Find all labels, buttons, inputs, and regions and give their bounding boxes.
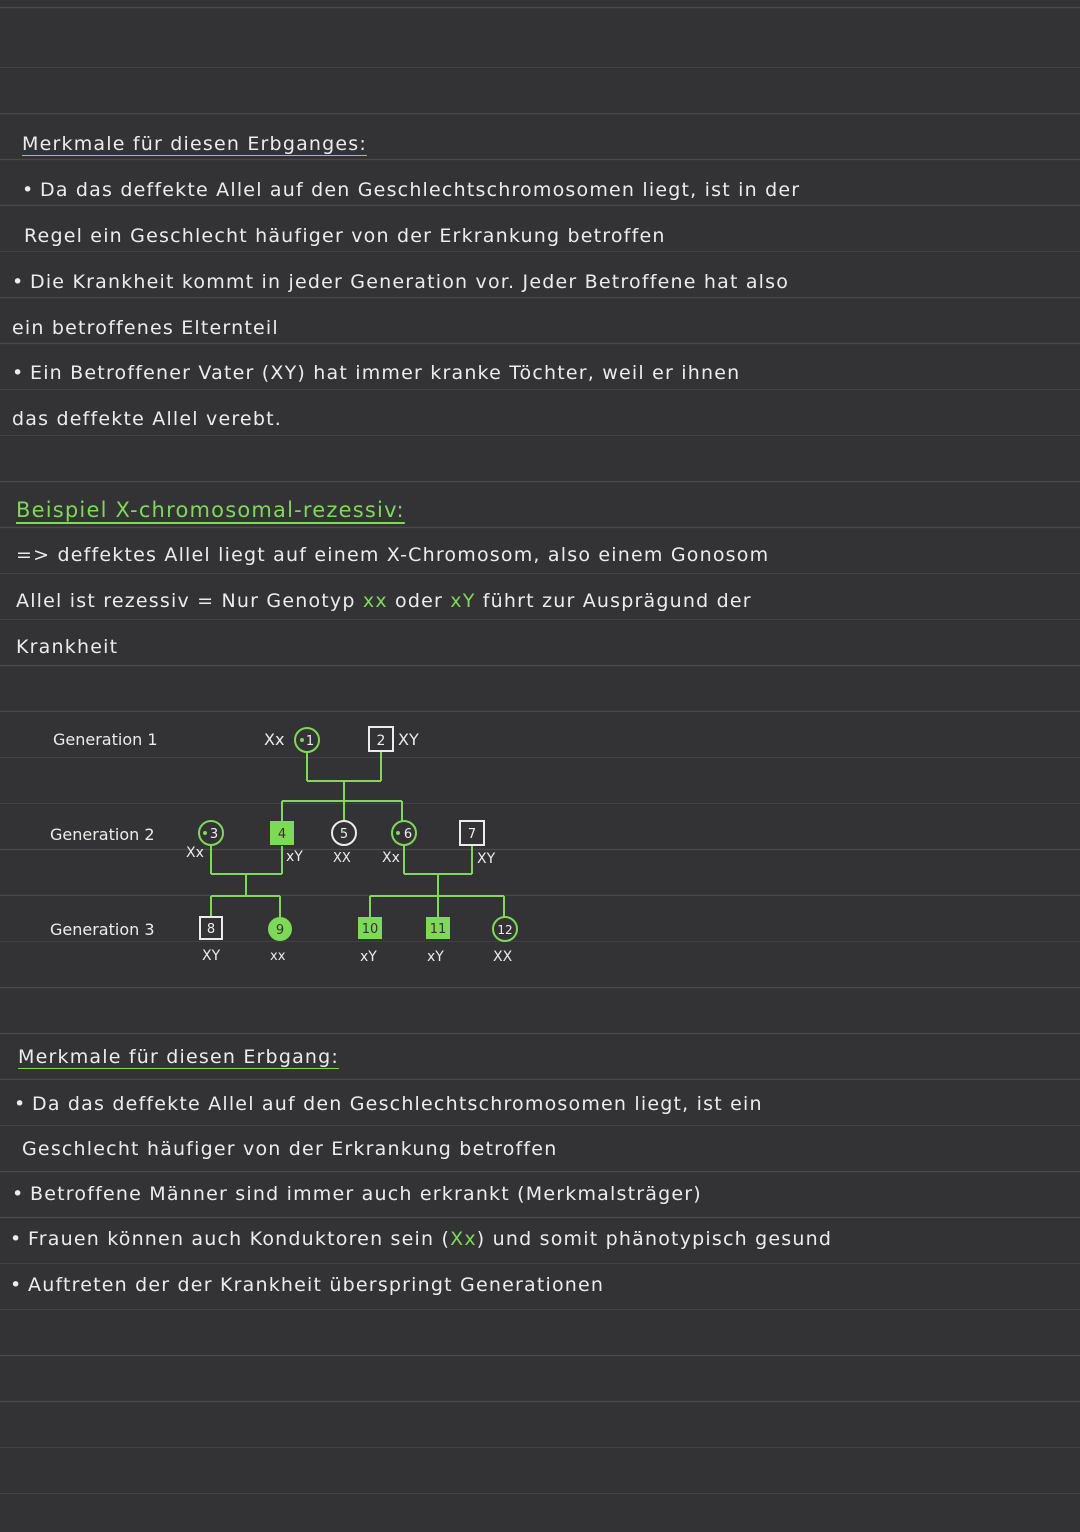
- bullet-dot-icon: •: [14, 1093, 27, 1115]
- generation-3-label: Generation 3: [50, 920, 155, 939]
- person-1-number: 1: [305, 734, 315, 749]
- person-5-number: 5: [339, 827, 349, 842]
- bullet-dot-icon: •: [12, 271, 25, 293]
- person-6-number: 6: [403, 827, 413, 842]
- pedigree-diagram: [0, 715, 1080, 995]
- section1-heading: Merkmale für diesen Erbganges:: [22, 133, 368, 155]
- carrier-dot-icon: [396, 831, 400, 835]
- person-3-number: 3: [209, 827, 219, 842]
- bullet-dot-icon: •: [12, 1183, 25, 1205]
- carrier-dot-icon: [300, 738, 304, 742]
- section3-bullet3: [10, 1228, 832, 1250]
- person-2-number: 2: [376, 733, 386, 749]
- person-9-number: 9: [275, 923, 285, 938]
- genotype-xy: xY: [450, 590, 476, 612]
- section3-heading: Merkmale für diesen Erbgang:: [18, 1046, 340, 1068]
- person-5-genotype: XX: [333, 851, 351, 866]
- section3-bullet3-text-a: Frauen können auch Konduktoren sein (: [28, 1228, 451, 1250]
- person-1-genotype: Xx: [264, 730, 285, 749]
- section1-bullet2-line2: ein betroffenes Elternteil: [12, 317, 279, 339]
- person-6-genotype: Xx: [382, 850, 400, 866]
- person-4-genotype: xY: [286, 849, 303, 865]
- section1-bullet2-line1: [12, 271, 789, 293]
- section3-bullet1-line2: Geschlecht häufiger von der Erkrankung betroffen: [22, 1138, 558, 1160]
- bullet-dot-icon: •: [22, 179, 35, 201]
- person-12-genotype: XX: [493, 949, 513, 965]
- section2-line2-text-b: oder: [395, 590, 444, 612]
- carrier-dot-icon: [203, 831, 207, 835]
- person-10-number: 10: [361, 922, 379, 937]
- section1-bullet3-line1: [12, 362, 740, 384]
- section1-bullet3-line2: das deffekte Allel verebt.: [12, 408, 282, 430]
- person-2-genotype: XY: [398, 730, 419, 749]
- bullet-dot-icon: •: [10, 1274, 23, 1296]
- section2-line1: => deffektes Allel liegt auf einem X-Chromosom, also einem Gonosom: [16, 544, 770, 566]
- section1-bullet1-line1: [22, 179, 800, 201]
- section3-bullet4-text: Auftreten der der Krankheit überspringt Generationen: [28, 1274, 605, 1296]
- person-8-genotype: XY: [202, 948, 221, 964]
- section3-bullet4: [10, 1274, 604, 1296]
- person-11-number: 11: [429, 922, 447, 937]
- person-7-genotype: XY: [477, 851, 496, 867]
- person-9-genotype: xx: [270, 949, 286, 964]
- person-7-number: 7: [467, 827, 477, 842]
- generation-1-label: Generation 1: [53, 730, 158, 749]
- person-8-number: 8: [206, 922, 216, 937]
- genotype-xx: xx: [362, 590, 388, 612]
- bullet-dot-icon: •: [10, 1228, 23, 1250]
- section2-line3: Krankheit: [16, 636, 119, 658]
- section3-bullet1-text-a: Da das deffekte Allel auf den Geschlechtschromosomen liegt, ist ein: [32, 1093, 763, 1115]
- section2-line2-text-a: Allel ist rezessiv = Nur Genotyp: [16, 590, 356, 612]
- genotype-carrier-xx: Xx: [450, 1228, 477, 1250]
- section1-bullet3-text-a: Ein Betroffener Vater (XY) hat immer kranke Töchter, weil er ihnen: [30, 362, 741, 384]
- bullet-dot-icon: •: [12, 362, 25, 384]
- generation-2-label: Generation 2: [50, 825, 155, 844]
- section1-bullet1-text-a: Da das deffekte Allel auf den Geschlechtschromosomen liegt, ist in der: [40, 179, 801, 201]
- person-12-number: 12: [497, 923, 513, 937]
- section1-bullet1-line2: Regel ein Geschlecht häufiger von der Erkrankung betroffen: [24, 225, 666, 247]
- person-3-genotype: Xx: [186, 845, 204, 861]
- section3-bullet2-text: Betroffene Männer sind immer auch erkrankt (Merkmalsträger): [30, 1183, 702, 1205]
- person-11-genotype: xY: [427, 949, 444, 965]
- person-10-genotype: xY: [360, 949, 377, 965]
- section2-line2-text-c: führt zur Ausprägund der: [482, 590, 752, 612]
- section2-heading: Beispiel X-chromosomal-rezessiv:: [16, 498, 405, 522]
- section1-bullet2-text-a: Die Krankheit kommt in jeder Generation vor. Jeder Betroffene hat also: [30, 271, 790, 293]
- section3-bullet1-line1: [14, 1093, 763, 1115]
- section2-line2: [16, 590, 752, 612]
- person-4-number: 4: [277, 827, 287, 842]
- section3-bullet2: [12, 1183, 702, 1205]
- section3-bullet3-text-b: ) und somit phänotypisch gesund: [476, 1228, 833, 1250]
